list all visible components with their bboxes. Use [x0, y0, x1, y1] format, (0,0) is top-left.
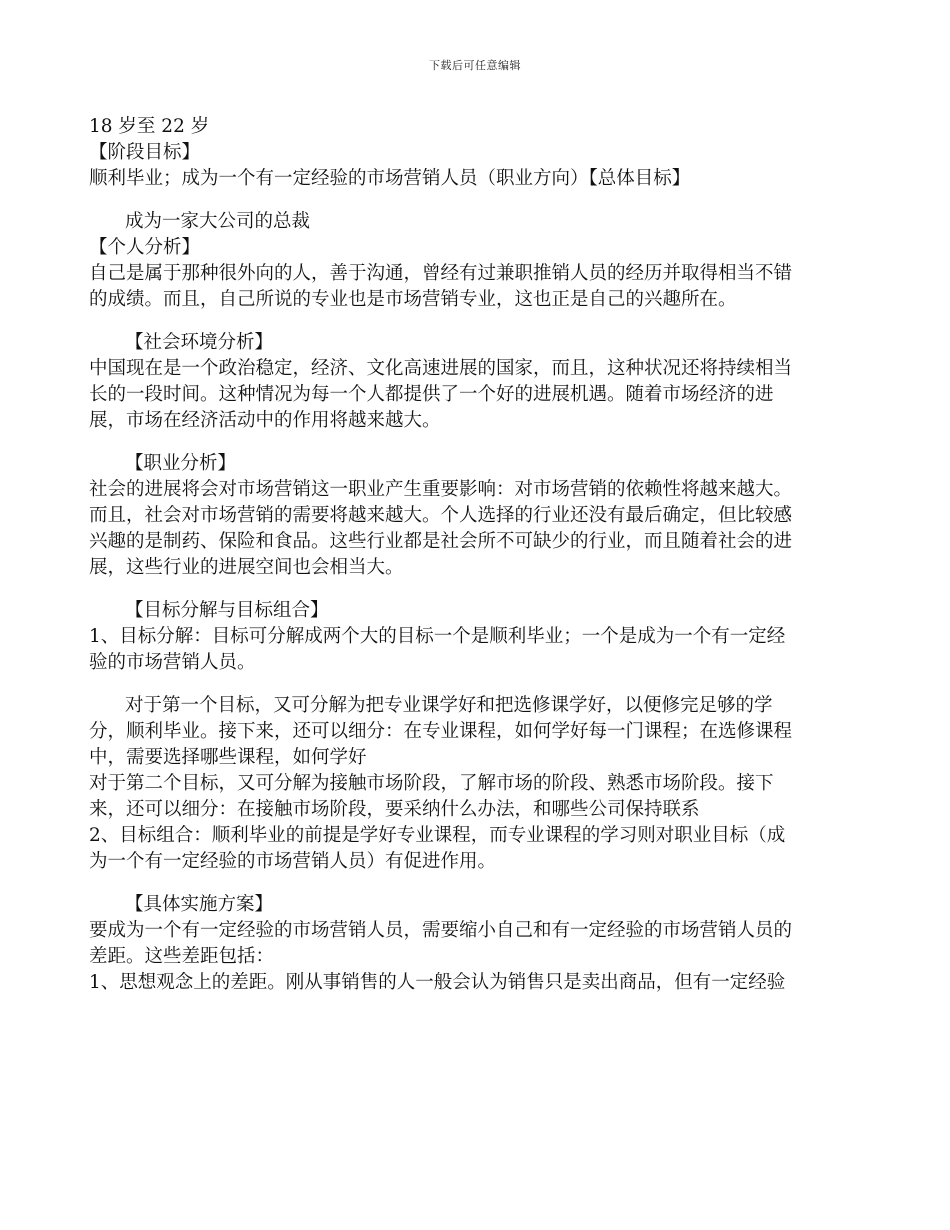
- paragraph-line: 要成为一个有一定经验的市场营销人员，需要缩小自己和有一定经验的市场营销人员的: [89, 920, 793, 941]
- section-heading-stage-goal: 【阶段目标】: [89, 142, 201, 163]
- paragraph-line: 展，这些行业的进展空间也会相当大。: [89, 557, 404, 578]
- paragraph-line: 中国现在是一个政治稳定，经济、文化高速进展的国家，而且，这种状况还将持续相当: [89, 358, 793, 379]
- paragraph-line: 而且，社会对市场营销的需要将越来越大。个人选择的行业还没有最后确定，但比较感: [89, 505, 793, 526]
- page-header: 下载后可任意编辑: [429, 59, 521, 72]
- paragraph-line: 顺利毕业；成为一个有一定经验的市场营销人员（职业方向）【总体目标】: [89, 168, 691, 189]
- section-heading-social-environment: 【社会环境分析】: [125, 332, 274, 353]
- paragraph-line: 为一个有一定经验的市场营销人员）有促进作用。: [89, 851, 497, 872]
- paragraph-line: 2、目标组合：顺利毕业的前提是学好专业课程，而专业课程的学习则对职业目标（成: [89, 825, 786, 846]
- paragraph-line: 验的市场营销人员。: [89, 652, 256, 673]
- paragraph-line: 对于第一个目标，又可分解为把专业课学好和把选修课学好，以便修完足够的学: [125, 695, 773, 716]
- paragraph-line: 分，顺利毕业。接下来，还可以细分：在专业课程，如何学好每一门课程；在选修课程: [89, 721, 793, 742]
- paragraph-line: 自己是属于那种很外向的人，善于沟通，曾经有过兼职推销人员的经历并取得相当不错: [89, 263, 793, 284]
- paragraph-line: 中，需要选择哪些课程，如何学好: [89, 747, 367, 768]
- paragraph-line: 差距。这些差距包括：: [89, 946, 275, 967]
- section-heading-implementation-plan: 【具体实施方案】: [125, 894, 274, 915]
- paragraph-line: 兴趣的是制药、保险和食品。这些行业都是社会所不可缺少的行业，而且随着社会的进: [89, 531, 793, 552]
- overall-goal-text: 成为一家大公司的总裁: [125, 211, 311, 232]
- paragraph-line: 社会的进展将会对市场营销这一职业产生重要影响：对市场营销的依赖性将越来越大。: [89, 479, 793, 500]
- paragraph-line: 长的一段时间。这种情况为每一个人都提供了一个好的进展机遇。随着市场经济的进: [89, 384, 774, 405]
- paragraph-line: 的成绩。而且，自己所说的专业也是市场营销专业，这也正是自己的兴趣所在。: [89, 289, 737, 310]
- section-heading-career-analysis: 【职业分析】: [125, 453, 237, 474]
- section-heading-personal-analysis: 【个人分析】: [89, 237, 201, 258]
- paragraph-line: 对于第二个目标，又可分解为接触市场阶段，了解市场的阶段、熟悉市场阶段。接下: [89, 773, 774, 794]
- paragraph-line: 1、目标分解：目标可分解成两个大的目标一个是顺利毕业；一个是成为一个有一定经: [89, 626, 786, 647]
- paragraph-line: 来，还可以细分：在接触市场阶段，要采纳什么办法，和哪些公司保持联系: [89, 799, 700, 820]
- age-range: 18 岁至 22 岁: [89, 116, 210, 137]
- paragraph-line: 展，市场在经济活动中的作用将越来越大。: [89, 410, 441, 431]
- section-heading-goal-decomposition: 【目标分解与目标组合】: [125, 600, 329, 621]
- paragraph-line: 1、思想观念上的差距。刚从事销售的人一般会认为销售只是卖出商品，但有一定经验: [89, 972, 786, 993]
- document-body: [89, 114, 859, 996]
